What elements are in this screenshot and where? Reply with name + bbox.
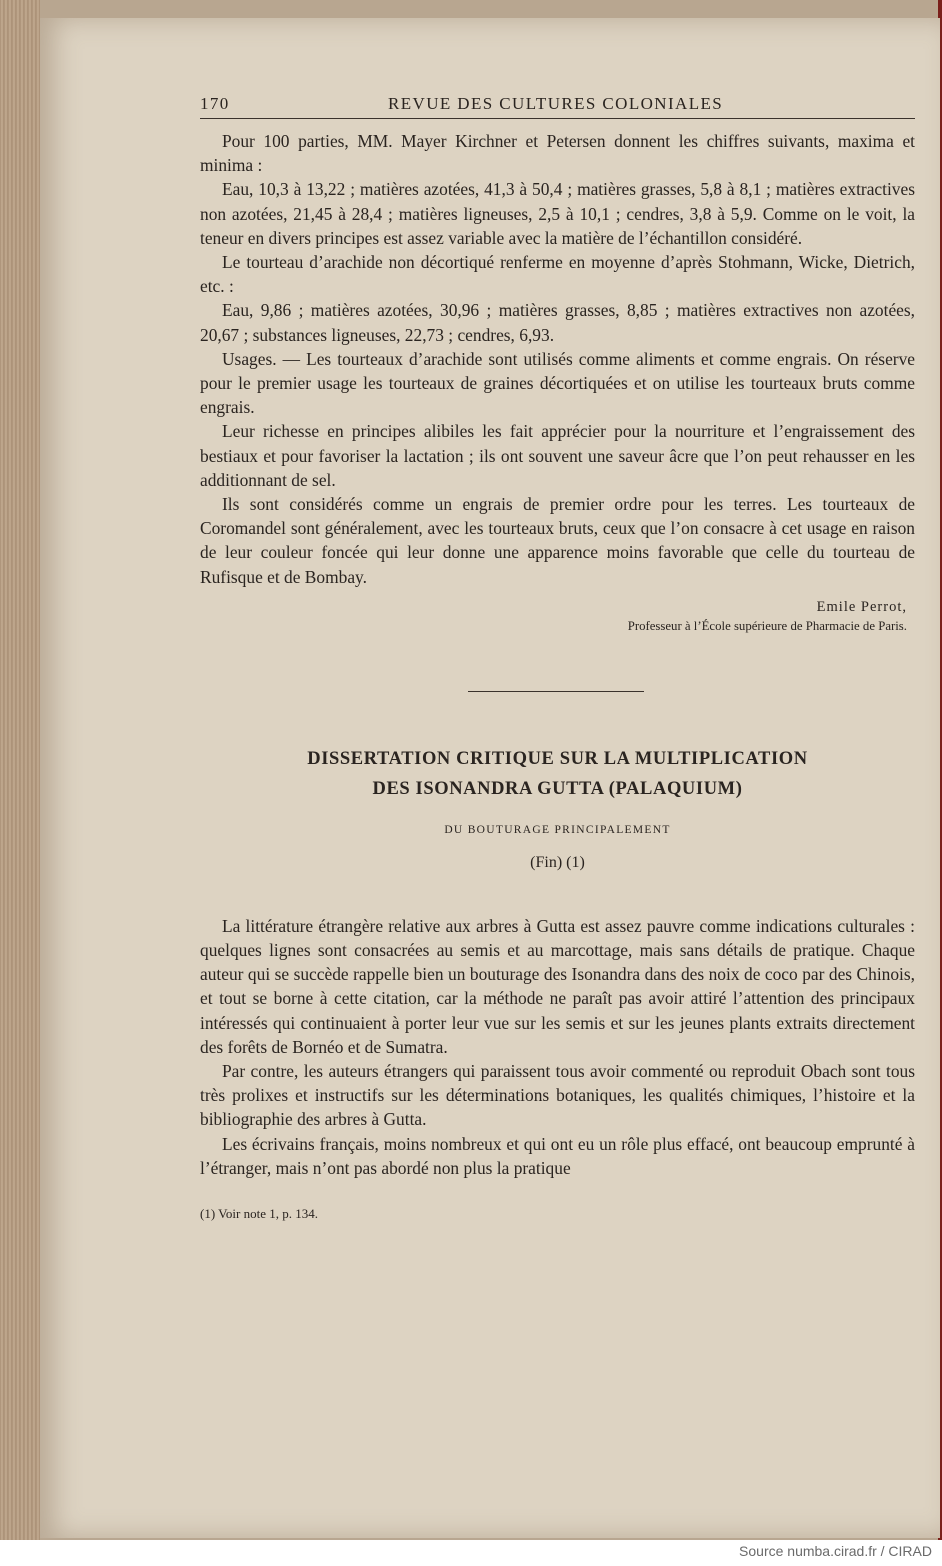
page-text	[200, 88, 915, 1222]
source-credit: Source numba.cirad.fr / CIRAD	[739, 1543, 932, 1559]
section-divider	[468, 691, 644, 692]
section-peanut-cake	[200, 129, 915, 634]
book-page-edges	[0, 0, 40, 1540]
paragraph: Ils sont considérés comme un engrais de premier ordre pour les terres. Les tourteaux de Coromandel sont généralement, avec les tourteaux bruts, ceux que l’on consacre à cet usage en raison de leur couleur foncée qui leur donne une apparence moins favorable que celle du tourteau de Rufisque et de Bombay.	[200, 494, 915, 587]
article-fin-note: (Fin) (1)	[530, 853, 585, 871]
paragraph: Eau, 9,86 ; matières azotées, 30,96 ; matières grasses, 8,85 ; matières extractives non azotées, 20,67 ; substances ligneuses, 22,73 ; cendres, 6,93.	[200, 300, 915, 345]
paragraph: La littérature étrangère relative aux arbres à Gutta est assez pauvre comme indications culturales : quelques lignes sont consacrées au semis et au marcottage, mais sans détails de pratique. Chaque auteur qui se succède rappelle bien un bouturage des Isonandra dans des noix de coco par des Chinois, et tout se borne à cette citation, car la méthode ne paraît pas avoir attiré l’attention des principaux intéressés qui continuaient à porter leur vue sur les semis et sur les jeunes plants extraits directement des forêts de Bornéo et de Sumatra.	[200, 915, 915, 1057]
paragraph: Eau, 10,3 à 13,22 ; matières azotées, 41,3 à 50,4 ; matières grasses, 5,8 à 8,1 ; matières extractives non azotées, 21,45 à 28,4 ; matières ligneuses, 2,5 à 10,1 ; cendres, 3,8 à 5,9. Comme on le voit, la teneur en divers principes est assez variable avec la matière de l’échantillon considéré.	[200, 179, 915, 248]
paragraph: Leur richesse en principes alibiles les fait apprécier pour la nourriture et l’engraissement des bestiaux et pour favoriser la lactation ; ils ont souvent une saveur âcre que l’on peut rehausser en les additionnant de sel.	[200, 421, 915, 490]
paragraph: Pour 100 parties, MM. Mayer Kirchner et Petersen donnent les chiffres suivants, maxima et minima :	[200, 131, 915, 176]
paragraph: Les écrivains français, moins nombreux et qui ont eu un rôle plus effacé, ont beaucoup emprunté à l’étranger, mais n’ont pas abordé non plus la pratique	[200, 1133, 915, 1178]
footnote: (1) Voir note 1, p. 134.	[200, 1206, 318, 1222]
paragraph: Usages. — Les tourteaux d’arachide sont utilisés comme aliments et comme engrais. On réserve pour le premier usage les tourteaux de graines décortiquées et on utilise les tourteaux bruts comme engrais.	[200, 348, 915, 418]
journal-title: REVUE DES CULTURES COLONIALES	[388, 94, 724, 113]
running-header	[200, 88, 915, 119]
article-title	[200, 744, 915, 804]
article-title-line-2: DES ISONANDRA GUTTA (PALAQUIUM)	[372, 778, 743, 799]
author-signature: Emile Perrot,	[816, 598, 907, 615]
page-number: 170	[200, 94, 230, 113]
article-body	[200, 914, 915, 1180]
author-affiliation: Professeur à l’École supérieure de Pharmacie de Paris.	[627, 618, 907, 633]
paragraph: Le tourteau d’arachide non décortiqué renferme en moyenne d’après Stohmann, Wicke, Dietrich, etc. :	[200, 252, 915, 297]
article-subtitle: DU BOUTURAGE PRINCIPALEMENT	[444, 823, 671, 836]
article-title-line-1: DISSERTATION CRITIQUE SUR LA MULTIPLICATION	[307, 748, 808, 769]
paragraph: Par contre, les auteurs étrangers qui paraissent tous avoir commenté ou reproduit Obach sont tous très prolixes et instructifs sur les déterminations botaniques, les qualités chimiques, l’histoire et la bibliographie des arbres à Gutta.	[200, 1061, 915, 1130]
